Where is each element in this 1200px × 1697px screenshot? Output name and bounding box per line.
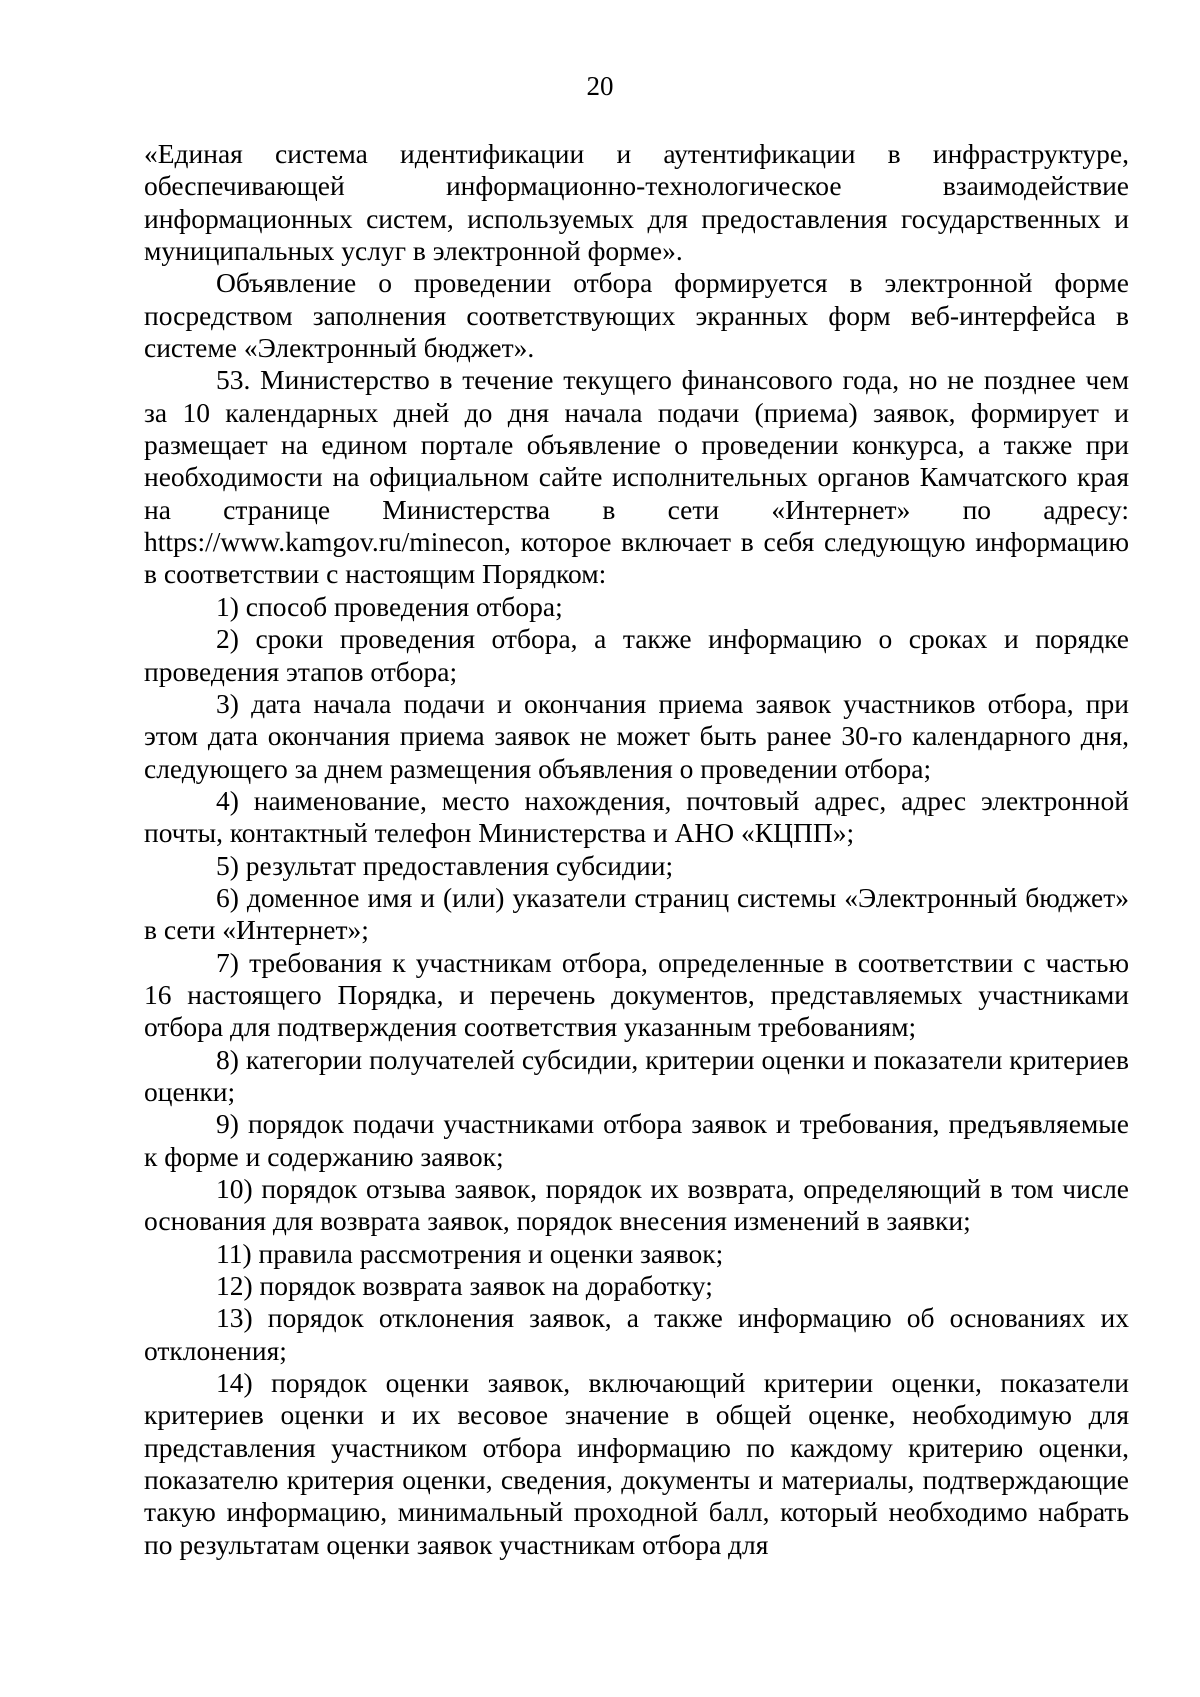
list-item: 5) результат предоставления субсидии; — [216, 849, 674, 881]
page-number: 20 — [586, 71, 614, 101]
paragraph: «Единая система идентификации и аутентификации в инфраструктуре, обеспечивающей информационно-технологическое взаимодействие информационных систем, используемых для предоставления государственных и муниципальных услуг в электронной форме». — [144, 138, 1129, 267]
list-item: 11) правила рассмотрения и оценки заявок; — [216, 1237, 724, 1269]
list-item: 9) порядок подачи участниками отбора заявок и требования, предъявляемые к форме и содержанию заявок; — [144, 1108, 1129, 1172]
list-item: 13) порядок отклонения заявок, а также информацию об основаниях их отклонения; — [144, 1302, 1129, 1366]
list-item: 2) сроки проведения отбора, а также информацию о сроках и порядке проведения этапов отбора; — [144, 623, 1129, 687]
paragraph: Объявление о проведении отбора формируется в электронной форме посредством заполнения соответствующих экранных форм веб-интерфейса в системе «Электронный бюджет». — [144, 267, 1129, 364]
list-item: 14) порядок оценки заявок, включающий критерии оценки, показатели критериев оценки и их весовое значение в общей оценке, необходимую для представления участником отбора информацию по каждому критерию оценки, показателю критерия оценки, сведения, документы и материалы, подтверждающие такую информацию, минимальный проходной балл, который необходимо набрать по результатам оценки заявок участникам отбора для — [144, 1367, 1129, 1560]
list-item: 4) наименование, место нахождения, почтовый адрес, адрес электронной почты, контактный телефон Министерства и АНО «КЦПП»; — [144, 784, 1129, 849]
list-item: 6) доменное имя и (или) указатели страниц системы «Электронный бюджет» в сети «Интернет»; — [144, 881, 1129, 946]
list-item: 1) способ проведения отбора; — [216, 590, 563, 622]
paragraph: 53. Министерство в течение текущего финансового года, но не позднее чем за 10 календарных дней до дня начала подачи (приема) заявок, формирует и размещает на едином портале объявление о проведении конкурса, а также при необходимости на официальном сайте исполнительных органов Камчатского края на странице Министерства в сети «Интернет» по адресу: https://www.kamgov.ru/minecon, которое включает в себя следующую информацию в соответствии с настоящим Порядком: — [144, 364, 1129, 590]
document-body — [144, 138, 1129, 1561]
list-item: 12) порядок возврата заявок на доработку; — [216, 1270, 713, 1302]
list-item: 7) требования к участникам отбора, определенные в соответствии с частью 16 настоящего Порядка, и перечень документов, представляемых участниками отбора для подтверждения соответствия указанным требованиям; — [144, 946, 1129, 1043]
list-item: 10) порядок отзыва заявок, порядок их возврата, определяющий в том числе основания для возврата заявок, порядок внесения изменений в заявки; — [144, 1173, 1129, 1237]
list-item: 3) дата начала подачи и окончания приема заявок участников отбора, при этом дата окончания приема заявок не может быть ранее 30-го календарного дня, следующего за днем размещения объявления о проведении отбора; — [144, 687, 1129, 784]
list-item: 8) категории получателей субсидии, критерии оценки и показатели критериев оценки; — [144, 1043, 1129, 1107]
